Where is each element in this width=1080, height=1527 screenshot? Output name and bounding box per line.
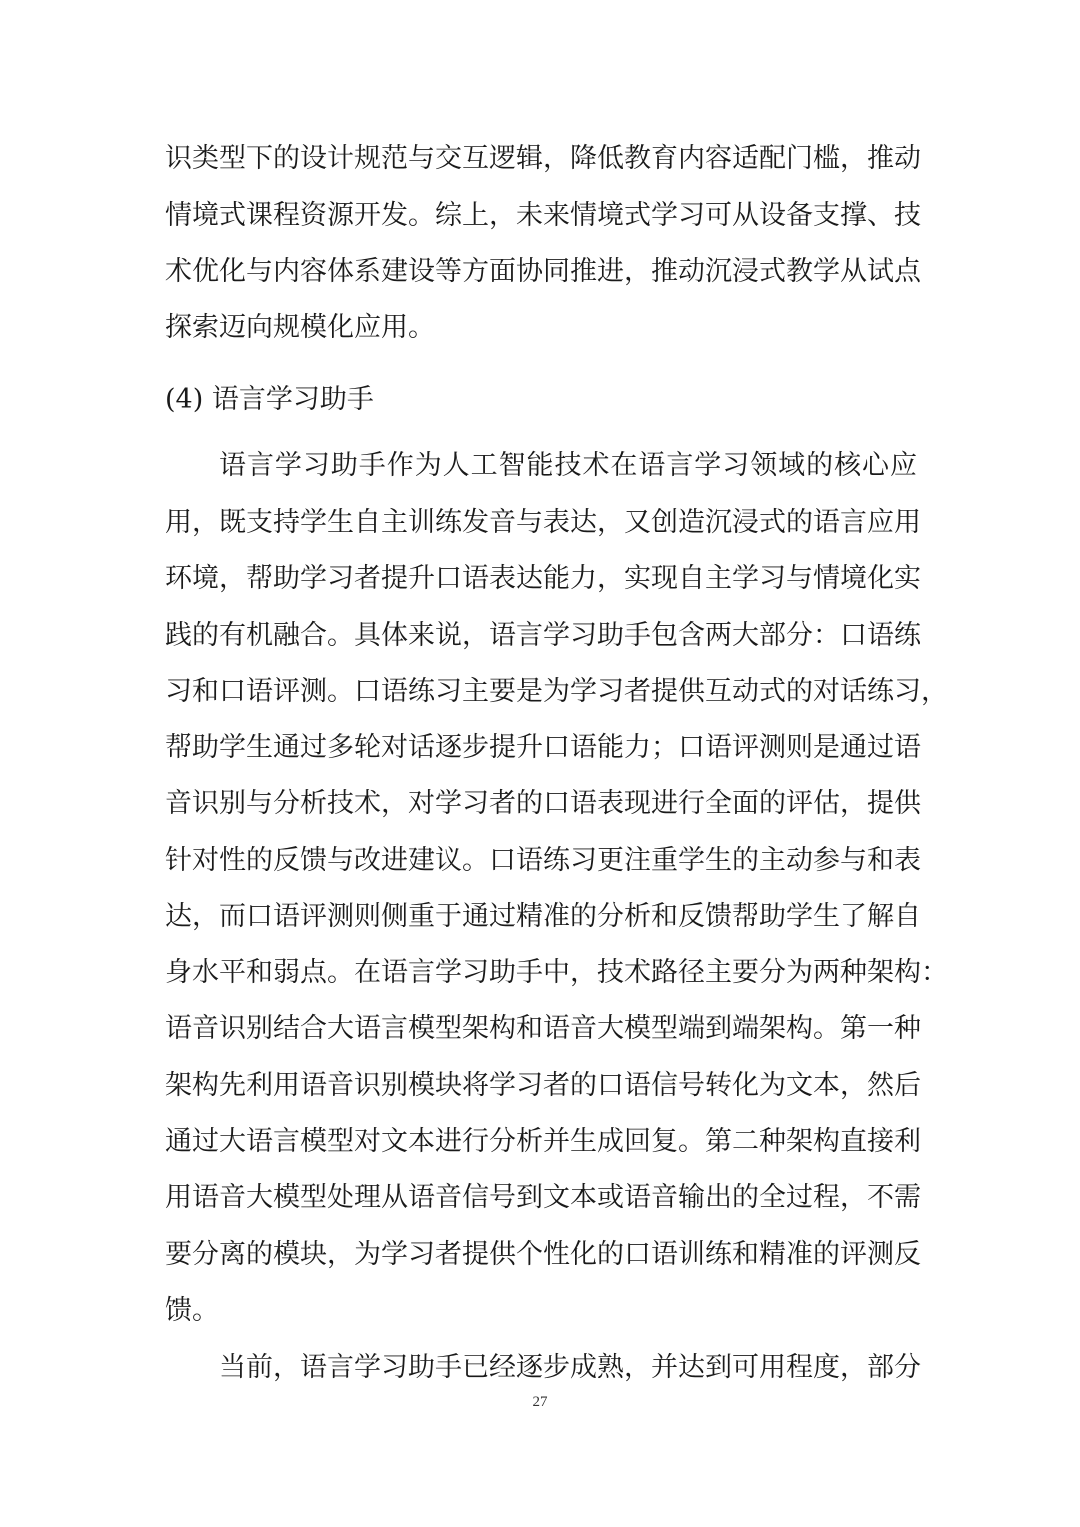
paragraph-line: 达，而口语评测则侧重于通过精准的分析和反馈帮助学生了解自	[165, 901, 921, 932]
paragraph-line: 通过大语言模型对文本进行分析并生成回复。第二种架构直接利	[165, 1126, 921, 1157]
paragraph-line: 语音识别结合大语言模型架构和语音大模型端到端架构。第一种	[165, 1013, 921, 1044]
paragraph-line: 术优化与内容体系建设等方面协同推进，推动沉浸式教学从试点	[165, 256, 921, 287]
paragraph-line: 践的有机融合。具体来说，语言学习助手包含两大部分：口语练	[165, 620, 921, 651]
page-number: 27	[532, 1394, 548, 1410]
paragraph-line: 用语音大模型处理从语音信号到文本或语音输出的全过程，不需	[165, 1182, 921, 1213]
paragraph-line: 识类型下的设计规范与交互逻辑，降低教育内容适配门槛，推动	[165, 143, 921, 174]
paragraph-line: 音识别与分析技术，对学习者的口语表现进行全面的评估，提供	[165, 788, 921, 819]
paragraph-line: 馈。	[165, 1295, 219, 1326]
paragraph-line: 身水平和弱点。在语言学习助手中，技术路径主要分为两种架构：	[165, 957, 948, 988]
paragraph-line: 环境，帮助学习者提升口语表达能力，实现自主学习与情境化实	[165, 563, 921, 594]
paragraph-line: 架构先利用语音识别模块将学习者的口语信号转化为文本，然后	[165, 1070, 921, 1101]
paragraph-line: 针对性的反馈与改进建议。口语练习更注重学生的主动参与和表	[165, 845, 921, 876]
paragraph-line: 习和口语评测。口语练习主要是为学习者提供互动式的对话练习，	[165, 676, 948, 707]
section-heading: (4) 语言学习助手	[165, 384, 374, 415]
paragraph-line: 语言学习助手作为人工智能技术在语言学习领域的核心应	[219, 450, 917, 481]
paragraph-line: 当前，语言学习助手已经逐步成熟，并达到可用程度，部分	[219, 1352, 921, 1383]
paragraph-line: 用，既支持学生自主训练发音与表达，又创造沉浸式的语言应用	[165, 507, 921, 538]
paragraph-line: 情境式课程资源开发。综上，未来情境式学习可从设备支撑、技	[165, 200, 921, 231]
paragraph-line: 要分离的模块，为学习者提供个性化的口语训练和精准的评测反	[165, 1239, 921, 1270]
paragraph-line: 帮助学生通过多轮对话逐步提升口语能力；口语评测则是通过语	[165, 732, 921, 763]
paragraph-line: 探索迈向规模化应用。	[165, 312, 435, 343]
